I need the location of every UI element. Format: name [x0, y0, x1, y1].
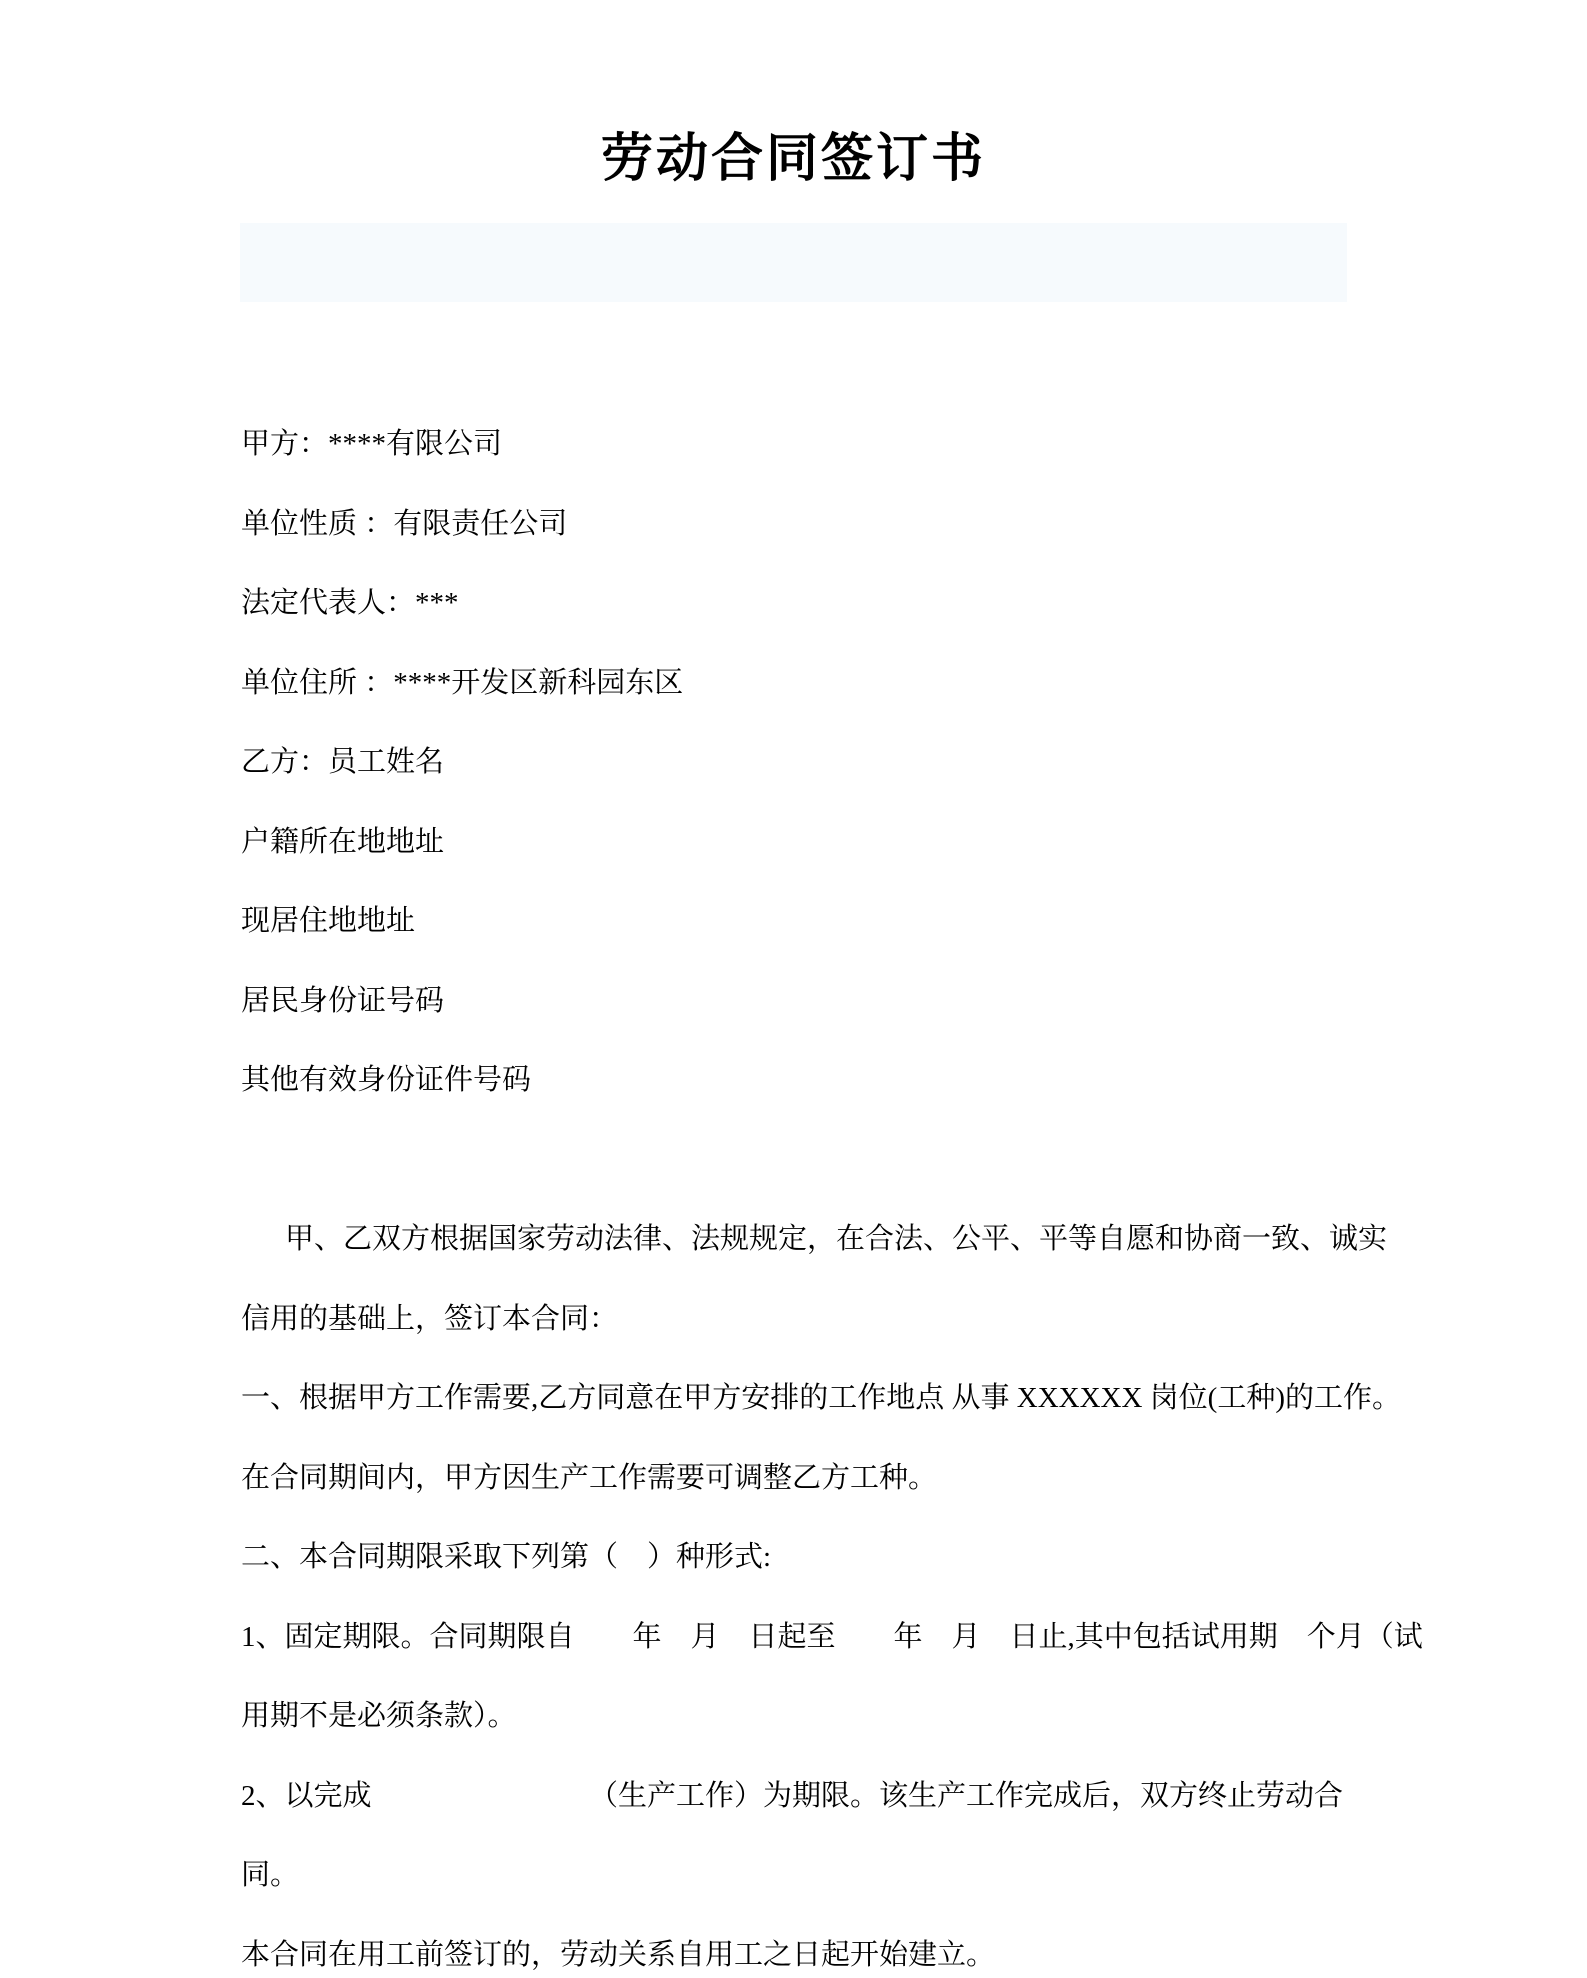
- line-other-id-number: 其他有效身份证件号码: [241, 1064, 532, 1096]
- line-clause-2-item-1-part-1: 1、固定期限。合同期限自 年 月 日起至 年 月 日止,其中包括试用期 个月（试: [241, 1620, 1423, 1653]
- line-current-address: 现居住地地址: [241, 905, 416, 937]
- line-intro-2: 信用的基础上，签订本合同：: [241, 1302, 619, 1335]
- line-party-b: 乙方：员工姓名: [241, 746, 445, 778]
- line-clause-2-item-2-part-1: 2、以完成 （生产工作）为期限。该生产工作完成后，双方终止劳动合: [241, 1779, 1344, 1812]
- document-title: 劳动合同签订书: [600, 130, 986, 188]
- line-employment-establishment: 本合同在用工前签订的，劳动关系自用工之日起开始建立。: [241, 1938, 996, 1971]
- line-company-type: 单位性质 ：有限责任公司: [241, 507, 568, 540]
- line-clause-1-part-1: 一、根据甲方工作需要,乙方同意在甲方安排的工作地点 从事 XXXXXX 岗位(工种)的工作。: [241, 1382, 1401, 1414]
- line-legal-representative: 法定代表人：***: [241, 587, 459, 619]
- line-registered-address: 户籍所在地地址: [241, 825, 445, 858]
- blank-line: [241, 1121, 1587, 1201]
- title-highlight-band: [240, 223, 1347, 302]
- line-party-a: 甲方：****有限公司: [241, 428, 503, 460]
- line-clause-2-item-2-part-2: 同。: [241, 1859, 300, 1891]
- line-company-address: 单位住所 ：****开发区新科园东区: [241, 666, 684, 699]
- line-clause-1-part-2: 在合同期间内，甲方因生产工作需要可调整乙方工种。: [241, 1461, 938, 1494]
- line-id-number: 居民身份证号码: [241, 984, 445, 1017]
- line-clause-2-heading: 二、本合同期限采取下列第（ ）种形式:: [241, 1541, 772, 1573]
- document-body: [241, 405, 1587, 1978]
- line-intro-1: 甲、乙双方根据国家劳动法律、法规规定，在合法、公平、平等自愿和协商一致、诚实: [285, 1223, 1388, 1255]
- line-clause-2-item-1-part-2: 用期不是必须条款）。: [241, 1700, 517, 1732]
